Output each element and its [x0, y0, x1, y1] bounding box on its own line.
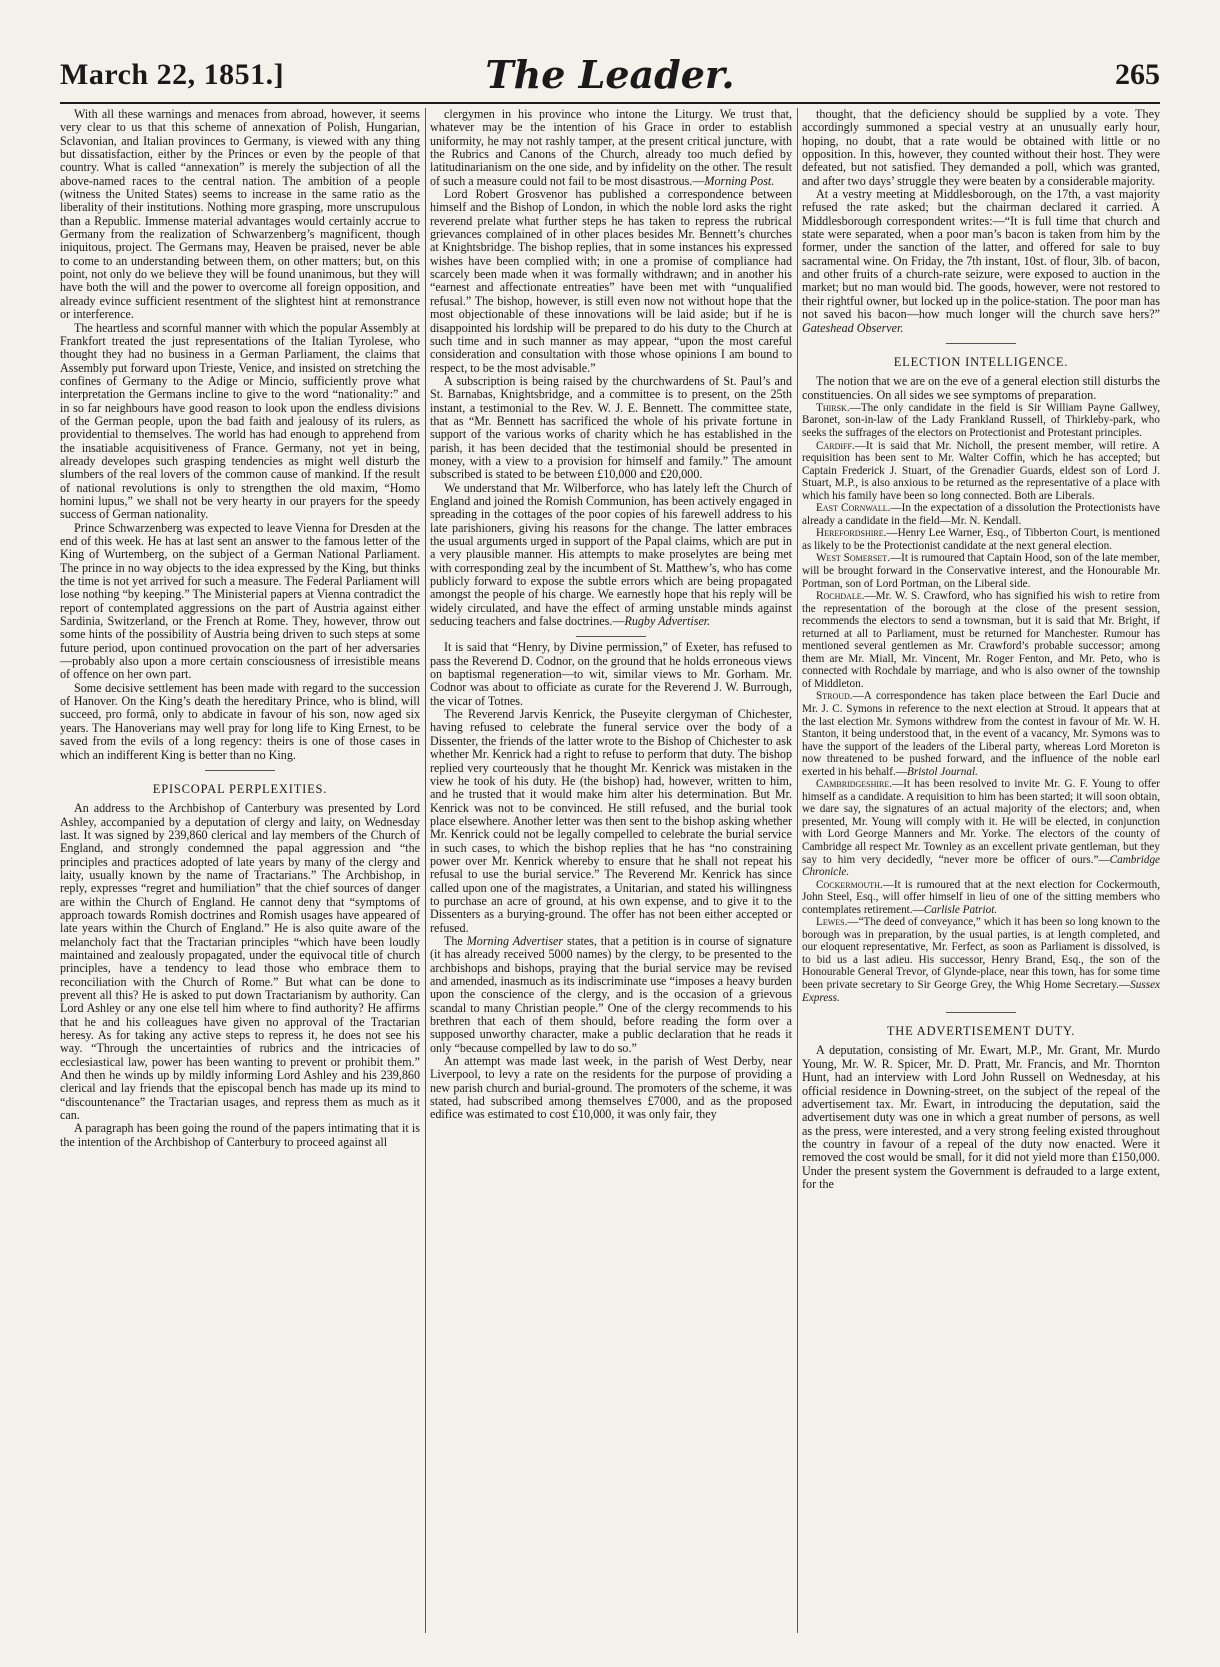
item-text: —The only candidate in the field is Sir William Payne Gallwey, Baronet, son-in-law of the Lady Frankland Russell, of Thirkleby-park, who seeks the suffrages of the electors on Protectionist and Protestant principles.: [802, 401, 1160, 439]
column-divider-1: [425, 108, 426, 1633]
masthead-rule: [60, 102, 1160, 104]
section-rule: [205, 770, 275, 771]
paragraph-text: states, that a petition is in course of signature (it has already received 5000 names) by the clergy, to be presented to the archbishops and bishops, praying that the burial service may be revised and amended, inasmuch as its indiscriminate use “imposes a heavy burden upon the conscience of the clergy, and is the occasion of a grievous scandal to many Christian people.” One of the clergy recommends to his brethren that each of them should, before reading the form over a supposed unworthy character, make a public declaration that he reads it only “because compelled by law to do so.”: [430, 933, 792, 1055]
column-divider-2: [797, 108, 798, 1633]
paragraph: [430, 108, 792, 188]
source-citation: Morning Post.: [704, 173, 775, 188]
paragraph: A paragraph has been going the round of the papers intimating that it is the intention of the Archbishop of Canterbury to proceed against all: [60, 1121, 420, 1149]
paragraph: The Reverend Jarvis Kenrick, the Puseyite clergyman of Chichester, having refused to celebrate the funeral service over the body of a Dissenter, the friends of the latter wrote to the Bishop of Chichester to ask whether Mr. Kenrick had a right to refuse to perform that duty. The bishop replied very courteously that he thought Mr. Kenrick was mistaken in the view he took of his duty. He (the bishop) had, however, written to him, and he trusted that it would make him alter his determination. But Mr. Kenrick was not to be convinced. He still refused, and the burial took place elsewhere. Another letter was then sent to the bishop asking whether Mr. Kenrick could not be legally compelled to celebrate the burial service in such cases, to which the bishop replies that he has “no constraining power over Mr. Kenrick whereby to ensure that he shall not repeat his refusal to use the burial service.” The Reverend Mr. Kenrick has since called upon one of the magistrates, a Unitarian, and stated his willingness to purchase an acre of ground, at his own expense, and to give it to the Dissenters as a burying-ground. The offer has not been either accepted or refused.: [430, 707, 792, 935]
column-1: [60, 108, 420, 1638]
paragraph: A subscription is being raised by the churchwardens of St. Paul’s and St. Barnabas, Knightsbridge, and a committee is to present, on the 25th instant, a testimonial to the Rev. W. J. E. Bennett. The committee state, that as “Mr. Bennett has sacrificed the whole of his private fortune in support of the various works of charity which he has established in the parish, it has been decided that the testimonial should be presented in money, with a view to a provision for himself and family.” The amount subscribed is stated to be between £10,000 and £20,000.: [430, 373, 792, 482]
column-3: [802, 108, 1160, 1638]
source-citation: Rugby Advertiser.: [624, 614, 711, 629]
paragraph-text: clergymen in his province who intone the Liturgy. We trust that, whatever may be the intention of his Grace in order to establish uniformity, he may not rashly tamper, at the present critical juncture, with the Rubrics and Canons of the Church, already too much defied by latitudinarianism on the one side, and by infidelity on the other. The result of such a measure could not fail to be most disastrous.—: [430, 108, 792, 188]
item-text: —It is said that Mr. Nicholl, the present member, will retire. A requisition has been sent to Mr. Walter Coffin, which he has accepted; but Captain Frederick J. Stuart, of the Grenadier Guards, eldest son of Lord J. Stuart, M.P., is also anxious to be returned as the representative of a place with which his family have been so long connected. Both are Liberals.: [802, 439, 1160, 502]
paragraph: It is said that “Henry, by Divine permission,” of Exeter, has refused to pass the Reverend D. Codnor, on the ground that he holds erroneous views on baptismal regeneration—to wit, similar views to Mr. Gorham. Mr. Codnor was about to officiate as curate for the Reverend J. W. Burrough, the vicar of Totnes.: [430, 640, 792, 708]
election-item: [802, 778, 1160, 878]
issue-date: March 22, 1851.]: [60, 58, 285, 91]
item-text: —It has been resolved to invite Mr. G. F. Young to offer himself as a candidate. A requisition to him has been started; it will soon obtain, we dare say, the signatures of an actual majority of the electors; and, when presented, Mr. Young will comply with it. He will be elected, in conjunction with Lord George Manners and Mr. Yorke. The electors of the county of Cambridge all respect Mr. Townley as an excellent private gentleman, but they say to him very decidedly, “never more be officer of ours.”—: [802, 778, 1160, 866]
paragraph: Some decisive settlement has been made with regard to the succession of Hanover. On the King’s death the hereditary Prince, who is blind, will succeed, pro formâ, only to abdicate in favour of his son, now aged six years. The Hanoverians may well pray for long life to King Ernest, to be saved from the evils of a long regency: theirs is one of those cases in which an indifferent King is better than no King.: [60, 680, 420, 762]
paragraph: [802, 188, 1160, 335]
place-name: Cardiff.: [816, 439, 855, 452]
paragraph: A deputation, consisting of Mr. Ewart, M.P., Mr. Grant, Mr. Murdo Young, Mr. W. R. Spicer, Mr. D. Pratt, Mr. Francis, and Mr. Thornton Hunt, had an interview with Lord John Russell on Wednesday, at his official residence in Downing-street, on the subject of the repeal of the advertisement tax. Mr. Ewart, in introducing the deputation, said the advertisement duty was one in which a great number of persons, as well as the press, were interested, and a very strong feeling existed throughout the country in favour of a repeal of the duty now enacted. Were it removed the cost would be small, for it did not yield more than £150,000. Under the present system the Government is defrauded to a large extent, for the: [802, 1043, 1160, 1191]
paragraph-text: The: [444, 933, 467, 948]
paragraph-text: We understand that Mr. Wilberforce, who has lately left the Church of England and joined the Romish Communion, has been actively engaged in spreading in the cottages of the poor copies of his farewell address to his late parishioners, giving his reasons for the change. The latter embraces the usual arguments urged in support of the Papal claims, which are put in a very plausible manner. His attempts to make proselytes are being met with corresponding zeal by the incumbent of St. Matthew’s, who has come publicly forward to expose the subtle errors which are being propagated amongst the people of his charge. We earnestly hope that his reply will be widely circulated, and have the effect of arming unstable minds against seducing teachers and false doctrines.—: [430, 480, 792, 629]
place-name: Stroud.: [816, 690, 853, 703]
place-name: Cambridgeshire.: [816, 778, 893, 791]
election-items: [802, 402, 1160, 1004]
item-text: —A correspondence has taken place between the Earl Ducie and Mr. J. C. Symons in reference to the next election at Stroud. It appears that at the last election Mr. Symons withdrew from the contest in favour of Mr. W. H. Stanton, it being understood that, in the event of a vacancy, Mr. Symons was to have the support of the leaders of the Liberal party, whereas Lord Moreton is now threatened to be pushed forward, and the influence of the noble earl exerted in his behalf.—: [802, 690, 1160, 778]
item-text: —In the expectation of a dissolution the Protectionists have already a candidate in the field—Mr. N. Kendall.: [802, 502, 1160, 527]
source-citation: Morning Advertiser: [466, 933, 564, 948]
election-item: [802, 527, 1160, 552]
election-item: [802, 552, 1160, 590]
source-citation: Carlisle Patriot.: [923, 903, 998, 916]
section-rule: [946, 343, 1016, 344]
election-item: [802, 502, 1160, 527]
paragraph: [430, 935, 792, 1055]
election-item: [802, 402, 1160, 440]
paragraph: thought, that the deficiency should be supplied by a vote. They accordingly summoned a special vestry at an unusually early hour, hoping, no doubt, that a rate would be obtained with little or no opposition. In this, however, they counted without their host. They were defeated, but not satisfied. They demanded a poll, which was granted, and after two days’ struggle they were beaten by a considerable majority.: [802, 108, 1160, 188]
page-number: 265: [1115, 58, 1160, 91]
election-item: [802, 879, 1160, 917]
election-item: [802, 690, 1160, 778]
paragraph-text: At a vestry meeting at Middlesborough, on the 17th, a vast majority refused the rate asked; but the chairman declared it carried. A Middlesborough correspondent writes:—“It is full time that church and state were separated, when a poor man’s bacon is taken from him by the former, under the sanction of the latter, and offered for sale to buy sacramental wine. On Friday, the 7th instant, 10st. of flour, 3lb. of bacon, and other fruits of a church-rate seizure, were exposed to auction in the market; but no man would bid. The goods, however, were not restored to their rightful owner, but locked up in the police-station. The poor man has not saved his bacon—how much longer will the church save hers?”: [802, 187, 1160, 322]
paragraph: Lord Robert Grosvenor has published a correspondence between himself and the Bishop of London, in which the noble lord asks the right reverend prelate what further steps he has taken to repress the rubrical grievances complained of in other places besides Mr. Bennett’s churches at Knightsbridge. The bishop replies, that in some instances his expressed wishes have been complied with; in one a promise of compliance had scarcely been made when it was formally withdrawn; and in another his “earnest and affectionate entreaties” have been met with “unqualified refusal.” The bishop, however, is still even now not without hope that the most objectionable of these innovations will be laid aside; but if he is disappointed his lordship will be prepared to do his duty to the Church at such time and in such manner as may appear, “upon the most careful consideration and consultation with those whose opinions I am bound to respect, to be the most advisable.”: [430, 187, 792, 375]
item-text: —It is rumoured that at the next election for Cockermouth, John Steel, Esq., will offer himself in lieu of one of the sitting members who contemplates retirement.—: [802, 878, 1160, 916]
paragraph: Prince Schwarzenberg was expected to leave Vienna for Dresden at the end of this week. He has at last sent an answer to the famous letter of the King of Wurtemberg, on the subject of a German National Parliament. The prince in no way objects to the idea expressed by the King, but thinks the time is not yet arrived for such a measure. The Federal Parliament will lose nothing “by keeping.” The Ministerial papers at Vienna contradict the report of contemplated aggressions on the part of Austria against either Sardinia, Switzerland, or the French at Rome. They, however, throw out some hints of the possibility of Austria being driven to such steps at some future period, upon continued provocation on the part of her adversaries—probably also upon a more certain consciousness of irresistible means of offence on her own part.: [60, 520, 420, 682]
place-name: Thirsk.: [816, 401, 850, 414]
paragraph: An address to the Archbishop of Canterbury was presented by Lord Ashley, accompanied by a deputation of clergy and laity, on Wednesday last. It was signed by 239,860 clerical and lay members of the Church of England, and strongly condemned the papal aggression and “the principles and practices adopted of late years by many of the clergy and laity, usually known by the name of Tractarians.” The Archbishop, in reply, expresses “regret and humiliation” that the chief sources of danger are within the Church of England. He cannot deny that “symptoms of approach towards Romish doctrines and Romish usages have appeared of late years within the Church of England.” He is also quite aware of the melancholy fact that the Tractarian principles “which have been loudly maintained and zealously propagated, under the equivocal title of church principles, have a tendency to lead those who embrace them to reconciliation with the Church of Rome.” But what can be done to prevent all this? He is asked to put down Tractarianism by authority. Can Lord Ashley or any one else tell him where to find authority? He affirms that he and his colleagues have given no approval of the Tractarian heresy. As for taking any active steps to repress it, he does not see his way. “Through the uncertainties of rubrics and the intricacies of ecclesiastical law, power has been wanting to prevent or prohibit them.” And then he winds up by mildly informing Lord Ashley and his 239,860 clerical and lay friends that the episcopal bench has made up its mind to “discountenance” the Tractarian usages, and repress them as much as it can.: [60, 801, 420, 1123]
section-rule: [576, 636, 646, 637]
election-item: [802, 590, 1160, 690]
masthead: [60, 52, 1160, 100]
election-item: [802, 440, 1160, 503]
column-2: [430, 108, 792, 1638]
section-heading: EPISCOPAL PERPLEXITIES.: [152, 781, 328, 796]
paragraph: With all these warnings and menaces from abroad, however, it seems very clear to us that this scheme of annexation of Polish, Hungarian, Sclavonian, and Italian provinces to Germany, is viewed with any thing but dissatisfaction, either by the Princes or even by the people of that country. What is called “annexation” is merely the subjection of all the above-named races to the central nation. The ambition of a people (witness the United States) seems to increase in the same ratio as the liberality of their institutions. Nothing more grasping, more unscrupulous than a Republic. Immense material advantages would certainly accrue to Germany from the realization of Schwarzenberg’s magnificent, though iniquitous, project. The Germans may, Heaven be praised, never be able to come to an understanding between them, on other matters; but, on this point, not only do we believe they will be found unanimous, but they will have both the will and the power to overcome all foreign opposition, and already evince sufficient resentment of the slightest hint at remonstrance or interference.: [60, 108, 420, 322]
item-text: —“The deed of conveyance,” which it has been so long known to the borough was in preparation, by the usual parties, is at length completed, and our eloquent representative, Mr. Ferfect, as soon as Parliament is dissolved, is to bid us a last adieu. His successor, Henry Brand, Esq., the son of the Honourable General Trevor, of Glynde-place, near this town, has for some time been private secretary to Sir George Grey, the Whig Home Secretary.—: [802, 916, 1160, 992]
source-citation: Sussex Express.: [802, 979, 1160, 1004]
place-name: Cockermouth.: [816, 878, 883, 891]
item-text: —It is rumoured that Captain Hood, son of the late member, will be brought forward in the Conservative interest, and the Honourable Mr. Portman, son of Lord Portman, on the Liberal side.: [802, 552, 1160, 590]
place-name: East Cornwall.: [816, 502, 891, 515]
section-rule: [946, 1012, 1016, 1013]
source-citation: Gateshead Observer.: [802, 320, 904, 335]
item-text: —Henry Lee Warner, Esq., of Tibberton Court, is mentioned as likely to be the Protectionist candidate at the next general election.: [802, 527, 1160, 552]
place-name: Lewes.: [816, 916, 848, 929]
section-heading: THE ADVERTISEMENT DUTY.: [886, 1024, 1076, 1039]
item-text: —Mr. W. S. Crawford, who has signified his wish to retire from the representation of the borough at the close of the present session, recommends the electors to send a townsman, but it is said that Mr. Bright, if returned at all to Parliament, must be returned for Manchester. Rumour has mentioned several gentlemen as Mr. Crawford’s probable successor; among them are Mr. Miall, Mr. Vincent, Mr. Roger Fenton, and Mr. Peto, who is connected with Rochdale by marriage, and who is also owner of the township of Middleton.: [802, 590, 1160, 690]
paragraph: [430, 482, 792, 629]
paragraph: The notion that we are on the eve of a general election still disturbs the constituencies. On all sides we see symptoms of preparation.: [802, 374, 1160, 402]
paragraph: The heartless and scornful manner with which the popular Assembly at Frankfort treated the just representations of the Italian Tyrolese, who thought they had no business in a German Parliament, the claims that Assembly put forward upon Trieste, Venice, and insisted on stretching the confines of Germany to the Adige or Mincio, sufficiently prove what interpretation the Germans incline to give to the word “nationality:” and in so far neighbours have good reason to look upon the endless divisions of the German people, upon the bad faith and jealousy of its rulers, as providential to themselves. The world has had enough to apprehend from the insatiable acquisitiveness of France. Germany, not yet in being, already developes such grasping tendencies as might well disturb the slumbers of the real lovers of the common cause of mankind. If the result of national revolutions is only to strengthen the old maxim, “Homo homini lupus,” we shall not be very hearty in our prayers for the speedy success of German nationality.: [60, 320, 420, 522]
paragraph: An attempt was made last week, in the parish of West Derby, near Liverpool, to levy a rate on the residents for the purpose of providing a new parish church and burial-ground. The promoters of the scheme, it was stated, had subscribed among themselves £7000, and as the proposed edifice was estimated to cost £10,000, it was only fair, they: [430, 1054, 792, 1122]
source-citation: Bristol Journal.: [907, 765, 978, 778]
place-name: Herefordshire.: [816, 527, 887, 540]
section-heading: ELECTION INTELLIGENCE.: [893, 354, 1069, 369]
source-citation: Cambridge Chronicle.: [802, 853, 1160, 879]
place-name: West Somerset.: [816, 552, 890, 565]
election-item: [802, 916, 1160, 1004]
newspaper-title: The Leader.: [485, 52, 735, 97]
place-name: Rochdale.: [816, 590, 865, 603]
